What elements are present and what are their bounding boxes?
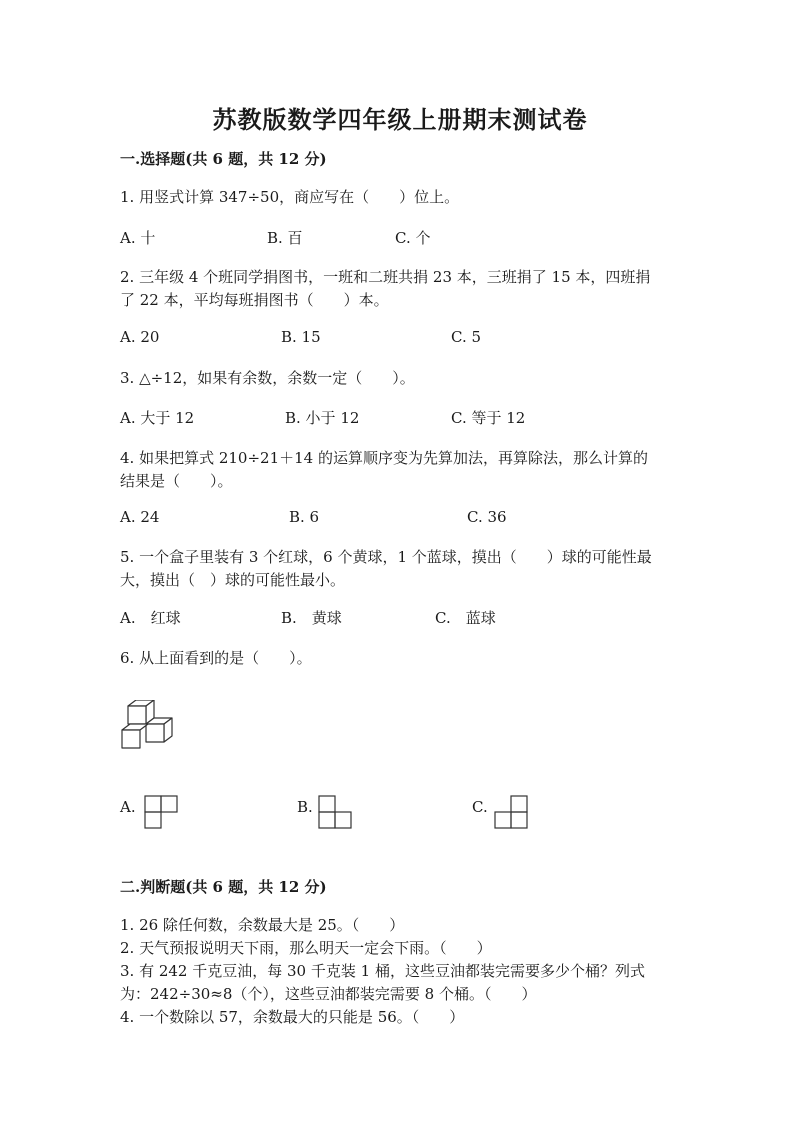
question-5-line2: 大，摸出（ ）球的可能性最小。 (120, 571, 346, 589)
q6-option-c-figure (493, 794, 529, 830)
q3-option-c: C. 等于 12 (451, 409, 526, 427)
q4-option-b: B. 6 (289, 508, 320, 526)
cube-stack-figure (118, 700, 184, 750)
q1-option-a: A. 十 (120, 229, 156, 247)
section1-heading: 一.选择题(共 6 题，共 12 分) (120, 150, 327, 168)
q2-option-a: A. 20 (120, 328, 160, 346)
q3-option-a: A. 大于 12 (120, 409, 195, 427)
q6-option-a-figure (143, 794, 179, 830)
question-5 (120, 546, 680, 592)
q2-option-c: C. 5 (451, 328, 482, 346)
judgment-item-3-line2: 为：242÷30≈8（个），这些豆油都装完需要 8 个桶。（ ） (120, 985, 537, 1003)
question-2 (120, 266, 680, 312)
q1-option-c: C. 个 (395, 229, 431, 247)
judgment-item-3-line1: 3. 有 242 千克豆油，每 30 千克装 1 桶，这些豆油都装完需要多少个桶？列式 (120, 962, 645, 980)
q4-option-a: A. 24 (120, 508, 160, 526)
judgment-item-4: 4. 一个数除以 57，余数最大的只能是 56。（ ） (120, 1008, 465, 1026)
judgment-item-2: 2. 天气预报说明天下雨，那么明天一定会下雨。（ ） (120, 939, 492, 957)
page-title: 苏教版数学四年级上册期末测试卷 (212, 105, 588, 134)
question-2-line2: 了 22 本，平均每班捐图书（ ）本。 (120, 291, 389, 309)
q3-option-b: B. 小于 12 (285, 409, 360, 427)
q6-option-b: B. (297, 798, 313, 816)
q6-option-b-figure (317, 794, 353, 830)
question-6: 6. 从上面看到的是（ ）。 (120, 649, 312, 667)
question-4 (120, 447, 680, 493)
question-5-line1: 5. 一个盒子里装有 3 个红球，6 个黄球，1 个蓝球，摸出（ ）球的可能性最 (120, 548, 652, 566)
question-2-line1: 2. 三年级 4 个班同学捐图书，一班和二班共捐 23 本，三班捐了 15 本，四班捐 (120, 268, 651, 286)
q5-option-c: C. 蓝球 (435, 609, 496, 627)
question-4-line1: 4. 如果把算式 210÷21＋14 的运算顺序变为先算加法，再算除法，那么计算的 (120, 449, 648, 467)
question-1: 1. 用竖式计算 347÷50，商应写在（ ）位上。 (120, 188, 460, 206)
section2-heading: 二.判断题(共 6 题，共 12 分) (120, 878, 327, 896)
question-3: 3. △÷12，如果有余数，余数一定（ ）。 (120, 369, 415, 387)
q5-option-b: B. 黄球 (281, 609, 342, 627)
judgment-item-1: 1. 26 除任何数，余数最大是 25。（ ） (120, 916, 405, 934)
q5-option-a: A. 红球 (120, 609, 181, 627)
question-4-line2: 结果是（ ）。 (120, 472, 233, 490)
q1-option-b: B. 百 (267, 229, 303, 247)
judgment-list (120, 914, 680, 1029)
q2-option-b: B. 15 (281, 328, 321, 346)
q4-option-c: C. 36 (467, 508, 507, 526)
q6-option-a: A. (120, 798, 136, 816)
q6-option-c: C. (472, 798, 488, 816)
